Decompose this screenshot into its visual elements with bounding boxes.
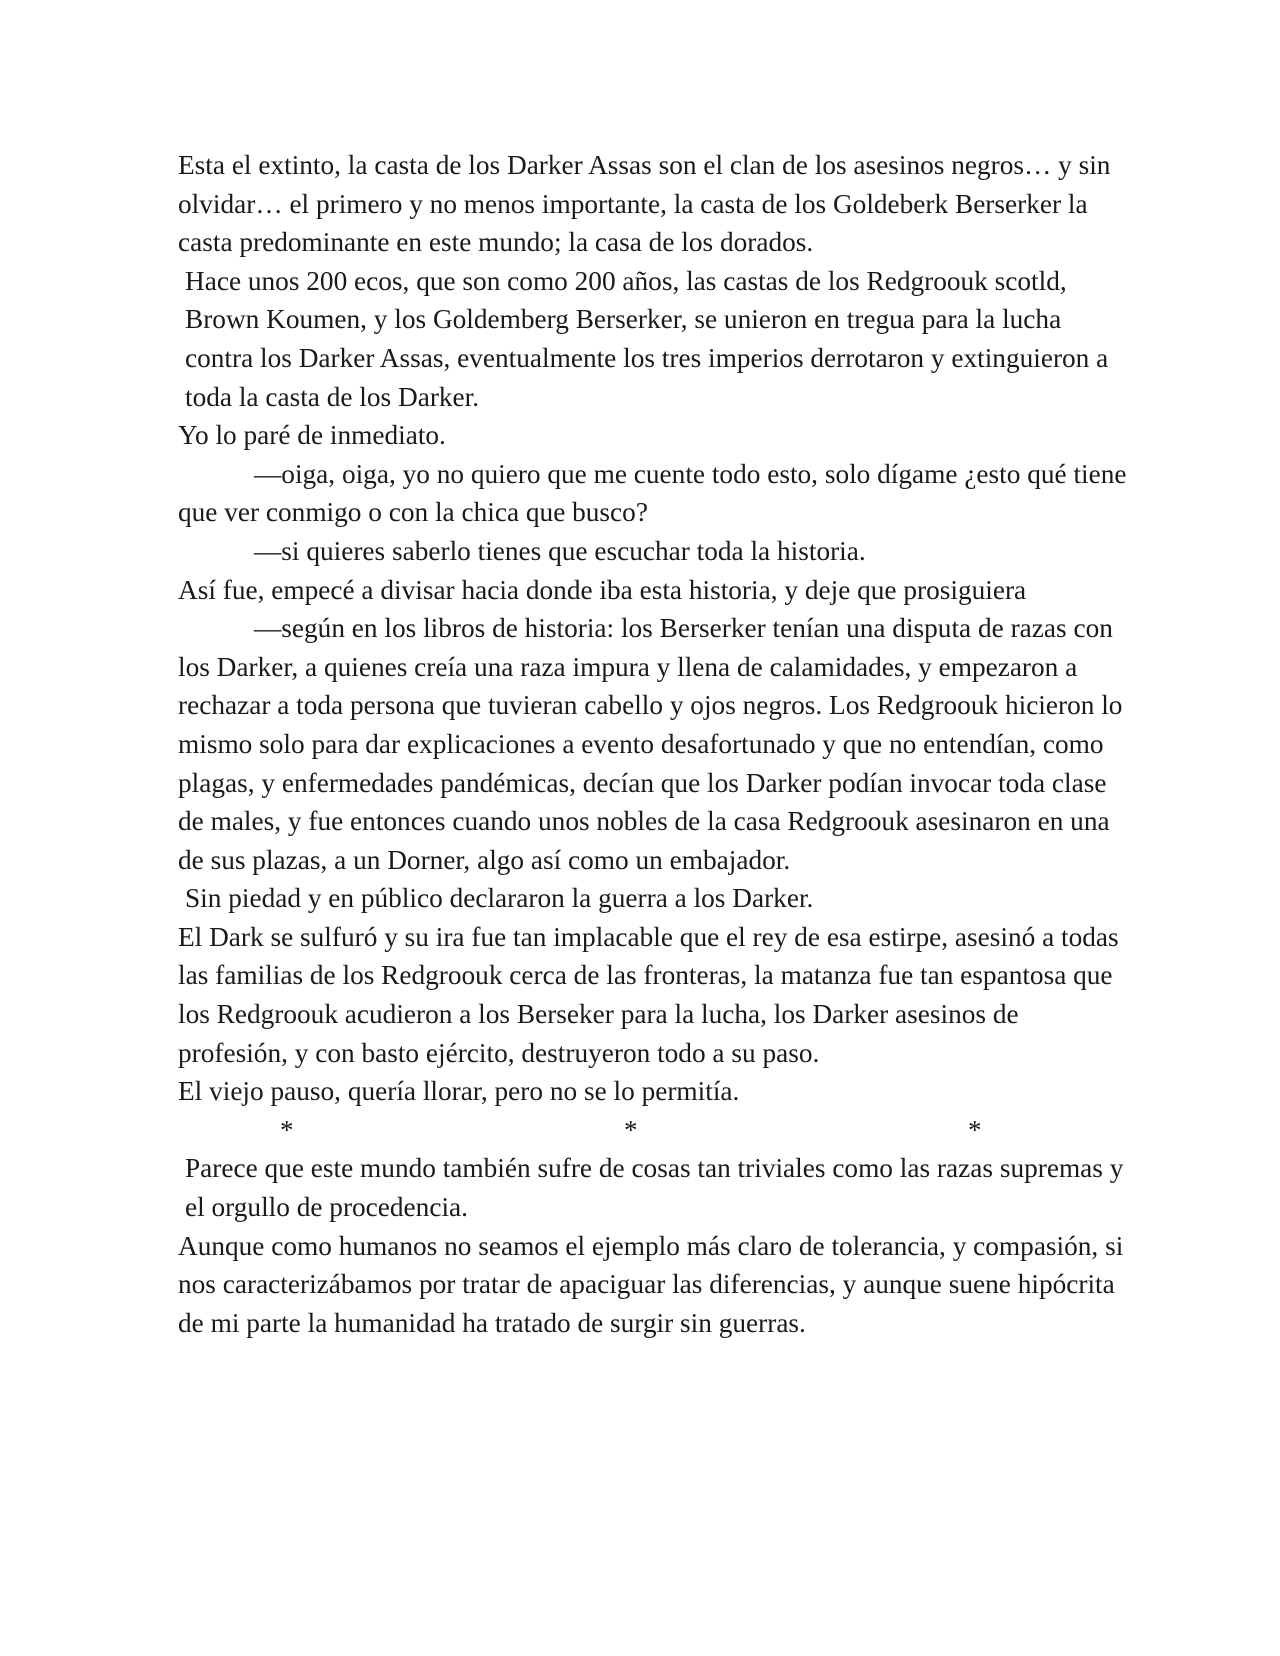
paragraph-6: El Dark se sulfuró y su ira fue tan implacable que el rey de esa estirpe, asesinó a todas las familias de los Redgroouk cerca de las fronteras, la matanza fue tan espantosa que los Redgroouk acudieron a los Berseker para la lucha, los Darker asesinos de profesión, y con basto ejército, destruyeron todo a su paso. (178, 921, 1119, 1068)
dialogue-2: —si quieres saberlo tienes que escuchar toda la historia. (254, 535, 866, 566)
paragraph-1: Esta el extinto, la casta de los Darker Assas son el clan de los asesinos negros… y sin olvidar… el primero y no menos importante, la casta de los Goldeberk Berserker la casta predominante en este mundo; la casa de los dorados. (178, 150, 1111, 258)
paragraph-9: Aunque como humanos no seamos el ejemplo más claro de tolerancia, y compasión, si nos caracterizábamos por tratar de apaciguar las diferencias, y aunque suene hipócrita de mi parte la humanidad ha tratado de surgir sin guerras. (178, 1230, 1124, 1338)
document-page (178, 146, 1130, 1342)
dialogue-1: —oiga, oiga, yo no quiero que me cuente todo esto, solo dígame ¿esto qué tiene que ver conmigo o con la chica que busco? (178, 458, 1127, 528)
separator-asterisk: * (280, 1114, 294, 1145)
paragraph-8: Parece que este mundo también sufre de cosas tan triviales como las razas supremas y el orgullo de procedencia. (185, 1153, 1124, 1223)
paragraph-4: Así fue, empecé a divisar hacia donde iba esta historia, y deje que prosiguiera (178, 574, 1027, 605)
paragraph-5: Sin piedad y en público declararon la guerra a los Darker. (185, 883, 814, 914)
scene-separator (178, 1111, 1130, 1150)
paragraph-3: Yo lo paré de inmediato. (178, 420, 446, 451)
paragraph-7: El viejo pauso, quería llorar, pero no se lo permitía. (178, 1076, 740, 1107)
dialogue-3: —según en los libros de historia: los Berserker tenían una disputa de razas con los Darker, a quienes creía una raza impura y llena de calamidades, y empezaron a rechazar a toda persona que tuvieran cabello y ojos negros. Los Redgroouk hicieron lo mismo solo para dar explicaciones a evento desafortunado y que no entendían, como plagas, y enfermedades pandémicas, decían que los Darker podían invocar toda clase de males, y fue entonces cuando unos nobles de la casa Redgroouk asesinaron en una de sus plazas, a un Dorner, algo así como un embajador. (178, 613, 1123, 875)
paragraph-2: Hace unos 200 ecos, que son como 200 años, las castas de los Redgroouk scotld, Brown Koumen, y los Goldemberg Berserker, se unieron en tregua para la lucha contra los Darker Assas, eventualmente los tres imperios derrotaron y extinguieron a toda la casta de los Darker. (185, 265, 1109, 412)
separator-asterisk: * (624, 1114, 638, 1145)
separator-asterisk: * (968, 1114, 982, 1145)
